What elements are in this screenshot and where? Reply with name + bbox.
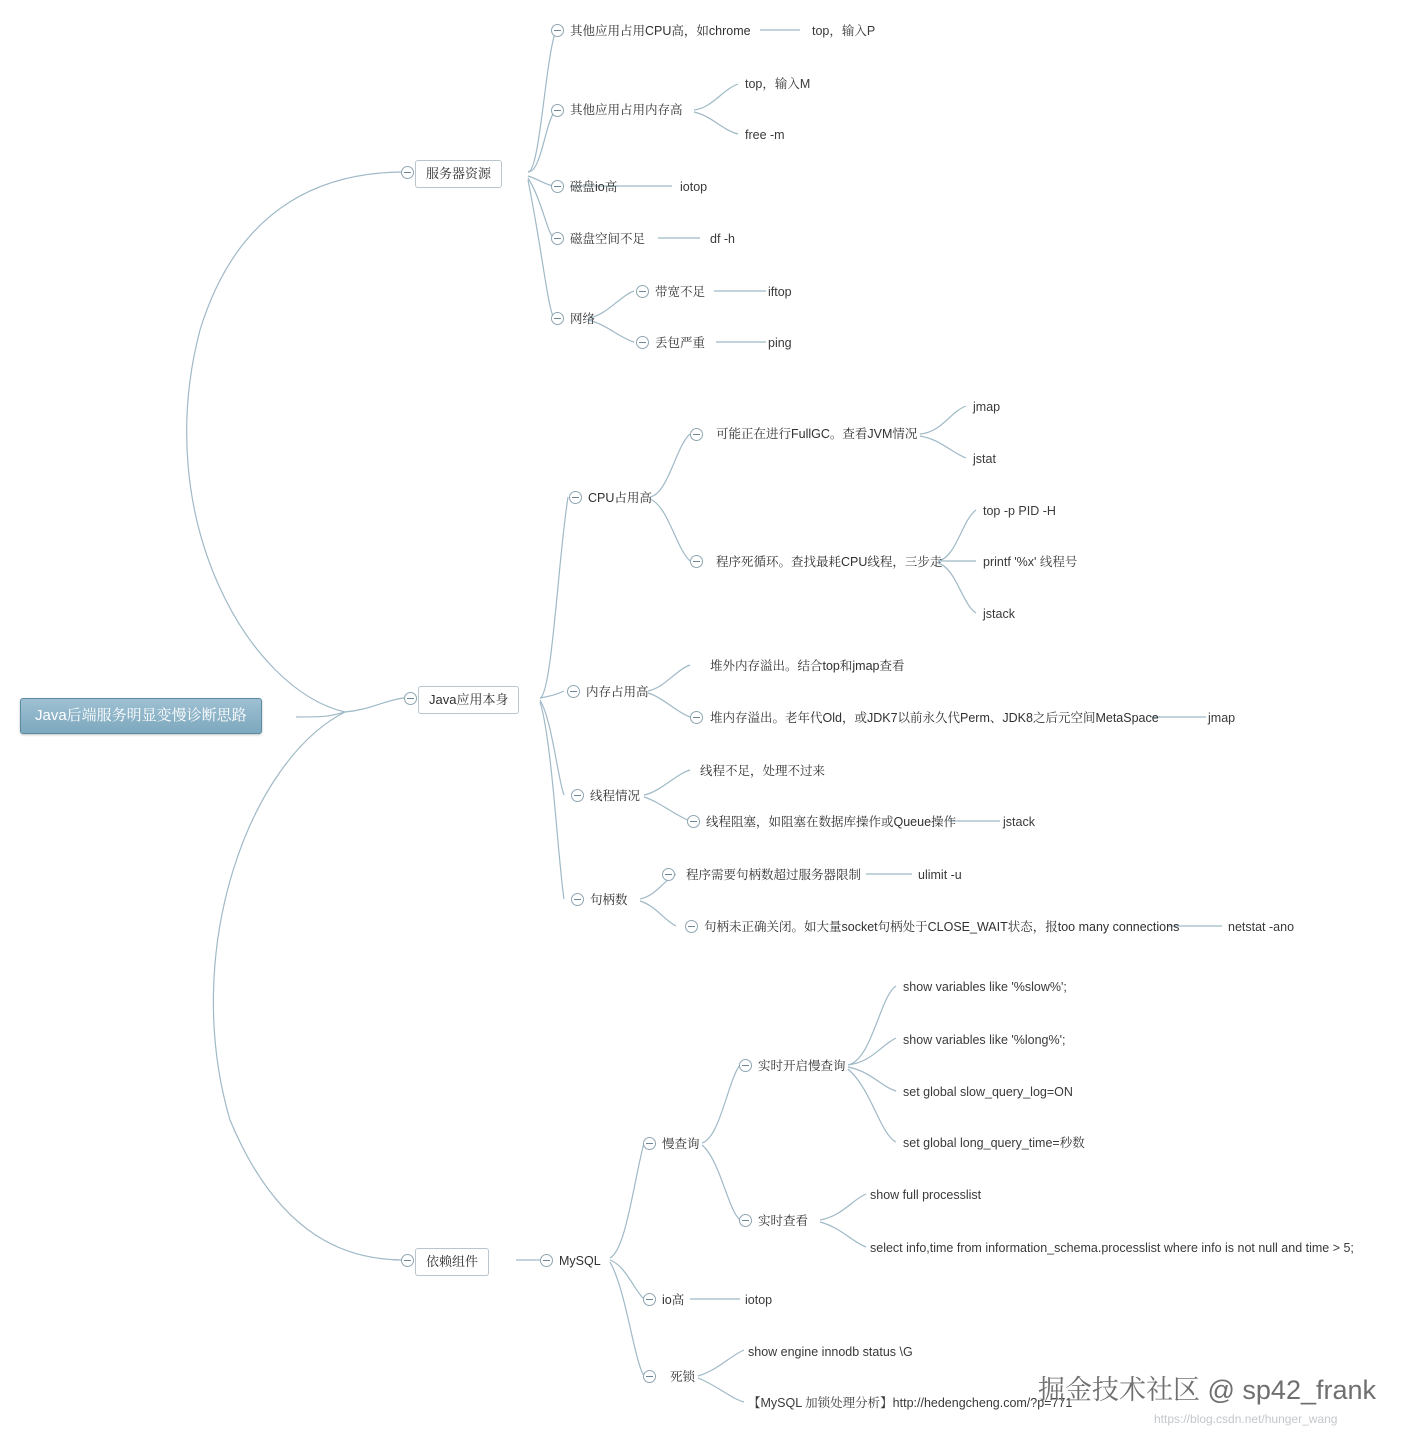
leaf-free-m[interactable]: free -m	[745, 128, 785, 142]
node-heap-oom[interactable]: 堆内存溢出。老年代Old，或JDK7以前永久代Perm、JDK8之后元空间MetaSpace	[710, 711, 1159, 725]
collapse-icon-packet-loss[interactable]	[636, 336, 649, 349]
root-node[interactable]: Java后端服务明显变慢诊断思路	[20, 698, 262, 734]
leaf-top-p[interactable]: top，输入P	[812, 24, 876, 38]
leaf-set-long-query-time[interactable]: set global long_query_time=秒数	[903, 1136, 1085, 1150]
leaf-mysql-lock-article[interactable]: 【MySQL 加锁处理分析】http://hedengcheng.com/?p=771	[748, 1396, 1073, 1410]
collapse-icon-other-app-cpu[interactable]	[551, 24, 564, 37]
leaf-set-slow-query-log[interactable]: set global slow_query_log=ON	[903, 1085, 1073, 1099]
collapse-icon-deadlock[interactable]	[643, 1370, 656, 1383]
branch-node-dependencies[interactable]: 依赖组件	[415, 1248, 489, 1276]
node-io-high-mysql[interactable]: io高	[662, 1293, 685, 1307]
watermark-blog-url: https://blog.csdn.net/hunger_wang	[1154, 1412, 1338, 1426]
collapse-icon-other-app-memory[interactable]	[551, 104, 564, 117]
collapse-icon-io-high-mysql[interactable]	[643, 1293, 656, 1306]
collapse-icon-realtime-view[interactable]	[739, 1214, 752, 1227]
node-thread-status[interactable]: 线程情况	[590, 789, 641, 803]
node-bandwidth-low[interactable]: 带宽不足	[655, 285, 706, 299]
node-memory-high[interactable]: 内存占用高	[586, 685, 649, 699]
collapse-icon-server-resources[interactable]	[401, 166, 414, 179]
collapse-icon-slow-query[interactable]	[643, 1137, 656, 1150]
node-offheap-oom[interactable]: 堆外内存溢出。结合top和jmap查看	[710, 659, 905, 673]
leaf-printf-thread[interactable]: printf '%x' 线程号	[983, 555, 1078, 569]
leaf-jstat[interactable]: jstat	[973, 452, 996, 466]
node-fullgc[interactable]: 可能正在进行FullGC。查看JVM情况	[716, 427, 918, 441]
node-dead-loop[interactable]: 程序死循环。查找最耗CPU线程，三步走	[716, 555, 943, 569]
collapse-icon-java-app[interactable]	[404, 692, 417, 705]
leaf-netstat-ano[interactable]: netstat -ano	[1228, 920, 1295, 934]
node-handle-not-closed[interactable]: 句柄未正确关闭。如大量socket句柄处于CLOSE_WAIT状态，报too many connections	[704, 920, 1180, 934]
node-packet-loss[interactable]: 丢包严重	[655, 336, 706, 350]
collapse-icon-thread-blocked[interactable]	[687, 815, 700, 828]
node-disk-io-high[interactable]: 磁盘io高	[570, 180, 618, 194]
leaf-iftop[interactable]: iftop	[768, 285, 792, 299]
leaf-iotop-disk[interactable]: iotop	[680, 180, 708, 194]
node-thread-blocked[interactable]: 线程阻塞，如阻塞在数据库操作或Queue操作	[706, 815, 957, 829]
node-cpu-high[interactable]: CPU占用高	[588, 491, 652, 505]
node-network[interactable]: 网络	[570, 312, 596, 326]
leaf-show-slow-vars[interactable]: show variables like '%slow%';	[903, 980, 1067, 994]
collapse-icon-bandwidth-low[interactable]	[636, 285, 649, 298]
watermark-community: 掘金技术社区 @ sp42_frank	[1038, 1375, 1377, 1405]
node-handle-exceeds-limit[interactable]: 程序需要句柄数超过服务器限制	[686, 868, 862, 882]
node-deadlock[interactable]: 死锁	[670, 1370, 696, 1384]
node-handle-count[interactable]: 句柄数	[590, 893, 628, 907]
leaf-jmap-gc[interactable]: jmap	[973, 400, 1001, 414]
collapse-icon-handle-not-closed[interactable]	[685, 920, 698, 933]
collapse-icon-cpu-high[interactable]	[569, 491, 582, 504]
node-other-app-cpu[interactable]: 其他应用占用CPU高，如chrome	[570, 24, 751, 38]
node-disk-space-low[interactable]: 磁盘空间不足	[570, 232, 646, 246]
leaf-top-m[interactable]: top，输入M	[745, 77, 811, 91]
leaf-ulimit-u[interactable]: ulimit -u	[918, 868, 962, 882]
leaf-show-innodb-status[interactable]: show engine innodb status \G	[748, 1345, 913, 1359]
node-realtime-view[interactable]: 实时查看	[758, 1214, 809, 1228]
leaf-jstack-cpu[interactable]: jstack	[983, 607, 1015, 621]
leaf-top-pid-h[interactable]: top -p PID -H	[983, 504, 1056, 518]
leaf-select-processlist[interactable]: select info,time from information_schema.processlist where info is not null and time > 5;	[870, 1241, 1354, 1255]
collapse-icon-handle-exceeds-limit[interactable]	[662, 868, 675, 881]
collapse-icon-thread-status[interactable]	[571, 789, 584, 802]
leaf-show-long-vars[interactable]: show variables like '%long%';	[903, 1033, 1066, 1047]
leaf-df-h[interactable]: df -h	[710, 232, 736, 246]
branch-node-server-resources[interactable]: 服务器资源	[415, 160, 502, 188]
leaf-iotop-mysql[interactable]: iotop	[745, 1293, 773, 1307]
collapse-icon-network[interactable]	[551, 312, 564, 325]
node-enable-slow-query[interactable]: 实时开启慢查询	[758, 1059, 846, 1073]
collapse-icon-handle-count[interactable]	[571, 893, 584, 906]
collapse-icon-memory-high[interactable]	[567, 685, 580, 698]
leaf-jmap-heap[interactable]: jmap	[1208, 711, 1236, 725]
collapse-icon-mysql[interactable]	[540, 1254, 553, 1267]
collapse-icon-dependencies[interactable]	[401, 1254, 414, 1267]
node-slow-query[interactable]: 慢查询	[662, 1137, 700, 1151]
leaf-ping[interactable]: ping	[768, 336, 792, 350]
leaf-jstack-thread[interactable]: jstack	[1003, 815, 1035, 829]
collapse-icon-disk-space-low[interactable]	[551, 232, 564, 245]
collapse-icon-dead-loop[interactable]	[690, 555, 703, 568]
node-thread-insufficient[interactable]: 线程不足，处理不过来	[700, 764, 826, 778]
collapse-icon-disk-io-high[interactable]	[551, 180, 564, 193]
collapse-icon-heap-oom[interactable]	[690, 711, 703, 724]
branch-node-java-app[interactable]: Java应用本身	[418, 686, 519, 714]
collapse-icon-fullgc[interactable]	[690, 428, 703, 441]
node-other-app-memory[interactable]: 其他应用占用内存高	[570, 103, 683, 117]
leaf-show-full-processlist[interactable]: show full processlist	[870, 1188, 982, 1202]
node-mysql[interactable]: MySQL	[559, 1254, 601, 1268]
collapse-icon-enable-slow-query[interactable]	[739, 1059, 752, 1072]
